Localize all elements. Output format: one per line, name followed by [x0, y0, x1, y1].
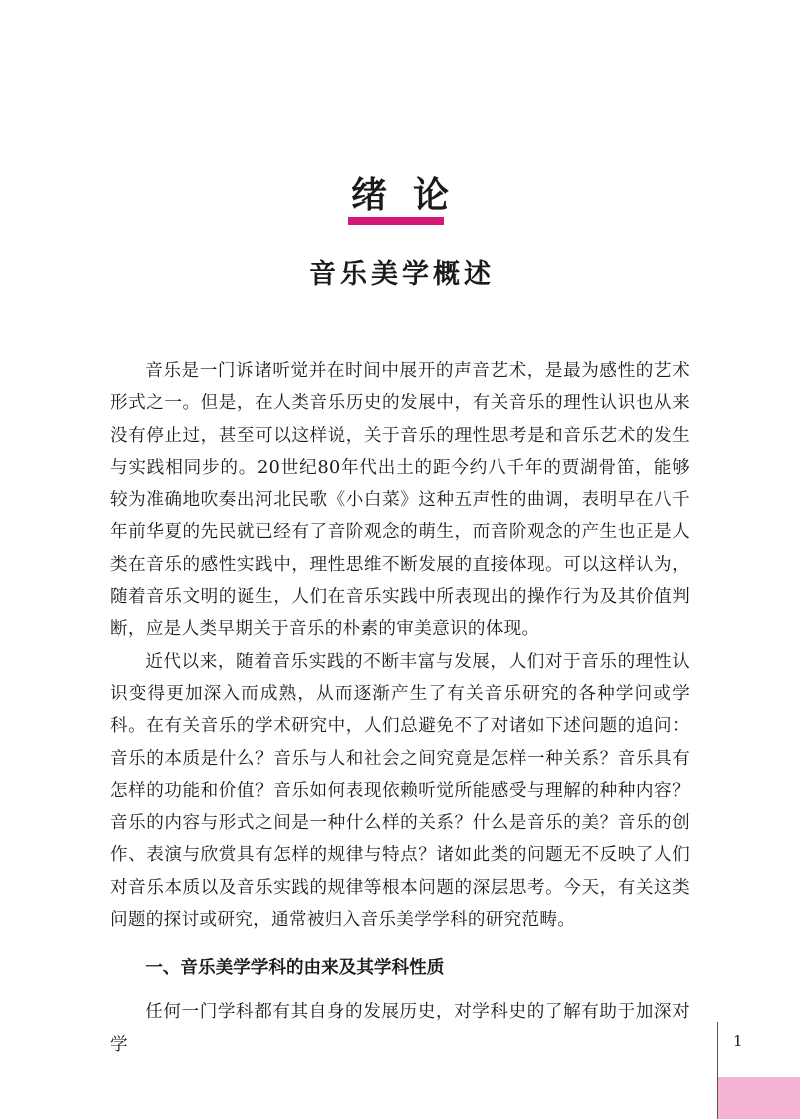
subsection-heading: 一、音乐美学学科的由来及其学科性质	[145, 958, 445, 979]
page-edge-tab	[718, 1077, 800, 1119]
chapter-title-underline	[348, 217, 444, 225]
section-title: 音乐美学概述	[309, 259, 495, 290]
body-text	[110, 355, 690, 1061]
paragraph-2: 近代以来，随着音乐实践的不断丰富与发展，人们对于音乐的理性认识变得更加深入而成熟，从而逐渐产生了有关音乐研究的各种学问或学科。在有关音乐的学术研究中，人们总避免不了对诸如下述问题的追问：音乐的本质是什么？音乐与人和社会之间究竟是怎样一种关系？音乐具有怎样的功能和价值？音乐如何表现依赖听觉所能感受与理解的种种内容？音乐的内容与形式之间是一种什么样的关系？什么是音乐的美？音乐的创作、表演与欣赏具有怎样的规律与特点？诸如此类的问题无不反映了人们对音乐本质以及音乐实践的规律等根本问题的深层思考。今天，有关这类问题的探讨或研究，通常被归入音乐美学学科的研究范畴。	[110, 651, 690, 931]
chapter-title: 绪论	[350, 175, 475, 216]
paragraph-1: 音乐是一门诉诸听觉并在时间中展开的声音艺术，是最为感性的艺术形式之一。但是，在人类音乐历史的发展中，有关音乐的理性认识也从来没有停止过，甚至可以这样说，关于音乐的理性思考是和音乐艺术的发生与实践相同步的。20世纪80年代出土的距今约八千年的贾湖骨笛，能够较为准确地吹奏出河北民歌《小白菜》这种五声性的曲调，表明早在八千年前华夏的先民就已经有了音阶观念的萌生，而音阶观念的产生也正是人类在音乐的感性实践中，理性思维不断发展的直接体现。可以这样认为，随着音乐文明的诞生，人们在音乐实践中所表现出的操作行为及其价值判断，应是人类早期关于音乐的朴素的审美意识的体现。	[110, 361, 690, 640]
paragraph-3: 任何一门学科都有其自身的发展历史，对学科史的了解有助于加深对学	[110, 1002, 690, 1055]
page-number: 1	[733, 1032, 743, 1050]
